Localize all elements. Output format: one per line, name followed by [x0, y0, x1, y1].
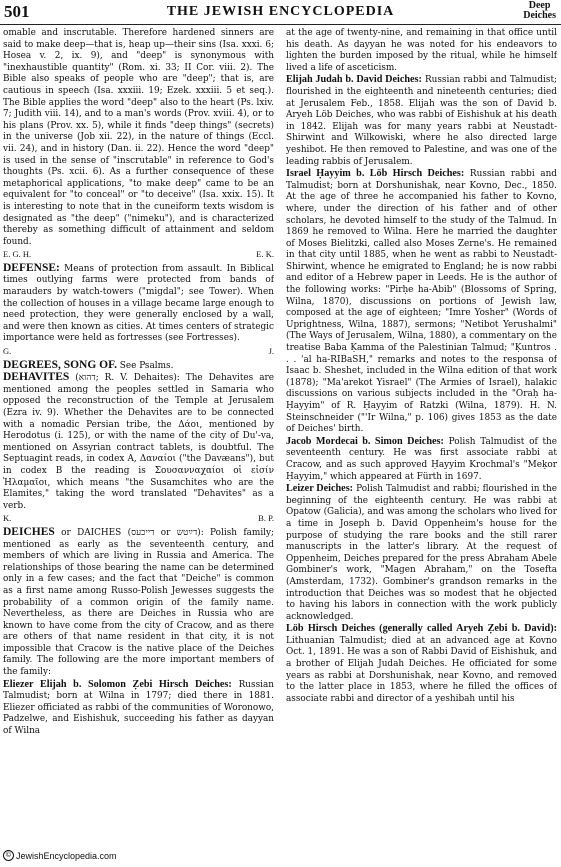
leizer-text: Polish Talmudist and rabbi; flourished in the beginning of the eighteenth century. He was rabbi at Opatow (Galicia), and was among the scholars who lived for a time in Joseph b. David Oppenheim's house for the purpose of studying the rare books and the still rarer manuscripts in the latter's library. At the request of Oppenheim, Deiches prepared for the press Abraham Abele Gombiner's work, "Magen Abraham," on the Tosefta (Amsterdam, 1732). Gombiner's grandson remarks in the introduction that Deiches was so modest that he objected to having his labors in connection with the work publicly acknowledged. — [286, 484, 557, 622]
eliezer-article-continued: at the age of twenty-nine, and remaining in that office until his death. As dayyan he was noted for his endeavors to lighten the burden imposed by the ritual, while he himself lived a life of asceticism. — [286, 28, 557, 73]
deep-sig-right: E. K. — [256, 249, 274, 260]
lob-text: Lithuanian Talmudist; died at an advanced age at Kovno Oct. 1, 1891. He was a son of Rabbi David of Eishishuk, and a brother of Elijah Judah Deiches. He officiated for some years as rabbi at Dorshunishak, near Kovno, and removed to the latter place in 1853, where he filled the offices of associate rabbi and director of a yeshibah until his — [286, 635, 557, 704]
lob-lemma: Löb Hirsch Deiches (generally called Aryeh Ẓebi b. David): — [286, 623, 557, 635]
deep-signature — [3, 249, 274, 261]
jacob-article — [286, 436, 557, 483]
israel-lemma: Israel Ḥayyim b. Löb Hirsch Deiches: — [286, 168, 465, 180]
defense-sig-left: G. — [3, 346, 12, 357]
dehavites-sig-right: B. P. — [258, 513, 274, 524]
journal-title: THE JEWISH ENCYCLOPEDIA — [166, 4, 395, 19]
site-link[interactable]: JewishEncyclopedia.com — [16, 850, 117, 861]
eliezer-article — [3, 679, 274, 738]
running-head-last: Deiches — [523, 10, 556, 21]
leizer-lemma: Leizer Deiches: — [286, 483, 354, 495]
eliezer-lemma: Eliezer Elijah b. Solomon Ẓebi Hirsch Deiches: — [3, 678, 232, 690]
defense-lemma: DEFENSE: — [3, 261, 60, 274]
dehavites-lemma: DEHAVITES — [3, 371, 70, 384]
lob-article — [286, 623, 557, 705]
running-head-first: Deep — [528, 0, 551, 11]
degrees-text: See Psalms. — [116, 360, 174, 371]
degrees-lemma: DEGREES, SONG OF. — [3, 358, 117, 371]
jacob-lemma: Jacob Mordecai b. Simon Deiches: — [286, 435, 444, 447]
right-column — [286, 28, 557, 848]
israel-text: Russian rabbi and Talmudist; born at Dorshunishak, near Kovno, Dec., 1850. At the age of three he accompanied his father to Kovno, where, under the direction of his father and of other scholars, he devoted himself to the study of the Talmud. In 1869 he removed to Wilna. Here he married the daughter of Moses Bielitzki, called also Moses Zerne's. He remained in that city until 1885, when he went as rabbi to Neustadt-Shirwint, whence he emigrated to England; he is now rabbi and editor of a Hebrew paper in Leeds. He is the author of the following works: "Pirḥe ha-Abib" (Blossoms of Spring, Wilna, 1870), discussions on portions of Jewish law, composed at the age of eighteen; "Imre Yosher" (Words of Uprightness, Wilna, 1887), sermons; "Netibot Yerushalmi" (The Ways of Jerusalem, Wilna, 1880), a commentary on the treatise Baba Ḳamma of the Palestinian Talmud; "Ḳuntros . . . 'al ha-RIBaSH," remarks and notes to the responsa of Isaac b. Sheshet, included in the Wilna edition of that work (1878); "Ma'arekot Yisrael" (The Armies of Israel), halakic discussions on various subjects included in the "Oraḥ ha-Ḥayyim" of R. Ḥayyim of Ratzki (Wilna, 1879). H. N. Steinschneider ("'Ir Wilna," p. 106) gives 1853 as the date of Deiches' birth. — [286, 169, 557, 435]
defense-text: Means of protection from assault. In Biblical times outlying farms were protected from bands of marauders by watch-towers ("migdal"; see Tower). When the collection of houses in a village became large enough to need protection, they were generally enclosed by a wall, and were then known as cities. At times centers of strategic importance were held as fortresses (see Fortresses). — [3, 263, 274, 344]
leizer-article — [286, 483, 557, 623]
copyright-icon: © — [3, 850, 14, 861]
defense-signature — [3, 346, 274, 358]
deiches-lemma: DEICHES — [3, 525, 55, 538]
deep-article-continued: omable and inscrutable. Therefore hardened sinners are said to make deep—that is, heap up—their sins (Isa. xxxi. 6; Hosea v. 2, ix. 9), and "deep" is synonymous with "inexhaustible quantity" (Rom. xi. 33; II Cor. viii. 2). The Bible also speaks of people who are "deep"; that is, are cautious in speech (Isa. xxxiii. 19; Ezek. xxxiii. 5 et seq.). The Bible applies the word "deep" also to the heart (Ps. lxiv. 7; Judith viii. 14), and to a man's words (Prov. xviii. 4), or to his plans (Prov. xx. 5), while it finds "deep things" (secrets) in the universe (Job xii. 22), in the nature of things (Eccl. vii. 24), and in history (Dan. ii. 22). Hence the word "deep" is used in the sense of "inscrutable" in reference to God's thoughts (Ps. xcii. 6). As a further consequence of these metaphorical applications, "to make deep" came to be an equivalent for "to conceal" or "to deceive" (Isa. xxix. 15). It is interesting to note that in the cuneiform texts wisdom is designated as "the deep" ("nimeku"), and is characterized thereby as something difficult of attainment and seldom found. — [3, 28, 274, 247]
eliezer-text: Russian Talmudist; born at Wilna in 1797; died there in 1881. Eliezer officiated as rabbi of the communities of Woronowo, Padzelwe, and Eishishuk, succeeding his father as dayyan of Wilna — [3, 679, 274, 737]
dehavites-text: (דהוא; R. V. Dehaites): The Dehavites are mentioned among the peoples settled in Samaria who opposed the reconstruction of the Temple at Jerusalem (Ezra iv. 9). Whether the Dehavites are to be connected with a nomadic Persian tribe, the Δάοι, mentioned by Herodotus (i. 125), or with the name of the city of Du'-va, mentioned on Assyrian contract tablets, is doubtful. The Septuagint reads, in codex A, Δαναίοι ("the Davæans"), but in codex B the reading is Σουσανναχαίοι οἱ εἰσίν Ἠλαμαῖοι, which means "the Susamchites who are the Elamites," taking the word translated "Dehavites" as a verb. — [3, 373, 274, 511]
dehavites-signature — [3, 513, 274, 525]
elijah-article — [286, 74, 557, 168]
defense-article — [3, 263, 274, 345]
defense-sig-right: J. — [268, 346, 274, 357]
page-number: 501 — [4, 2, 30, 21]
dehavites-sig-left: K. — [3, 513, 12, 524]
israel-article — [286, 168, 557, 436]
deep-sig-left: E. G. H. — [3, 249, 32, 260]
elijah-text: Russian rabbi and Talmudist; flourished in the eighteenth and nineteenth centuries; died at Jerusalem Feb., 1858. Elijah was the son of David b. Aryeh Löb Deiches, who was rabbi of Eishishuk at his death in 1842. Elijah was for many years rabbi at Neustadt-Shirwint and Wilkowiski, where he also directed large yeshibot. He then removed to Palestine, and was one of the leading rabbis of Jerusalem. — [286, 75, 557, 167]
deiches-text: or DAICHES (דייכעס or דײַטש): Polish family; mentioned as early as the seventeenth century, and members of which are living in Russia and America. The relationships of those bearing the name can be determined only in a few cases; and the fact that "Deiche" is common as a first name among Russo-Polish Jewesses suggests the probability of a common origin of the family name. Nevertheless, as there are Deiches in Russia who are known to have come from the city of Cracow, and as there are others of that name resident in that city, it is not impossible that Cracow is the native place of the Deiches family. The following are the more important members of the family: — [3, 527, 274, 678]
left-column — [3, 28, 274, 848]
header-rule — [0, 24, 561, 25]
elijah-lemma: Elijah Judah b. David Deiches: — [286, 74, 422, 86]
page-footer — [3, 850, 117, 861]
running-head — [523, 1, 556, 21]
dehavites-article — [3, 372, 274, 512]
deiches-article — [3, 527, 274, 679]
jacob-text: Polish Talmudist of the seventeenth century. He was first associate rabbi at Cracow, and as such approved Ḥayyim Krochmal's "Meḳor Ḥayyim," which appeared at Fürth in 1697. — [286, 436, 557, 482]
page-header — [0, 0, 561, 24]
